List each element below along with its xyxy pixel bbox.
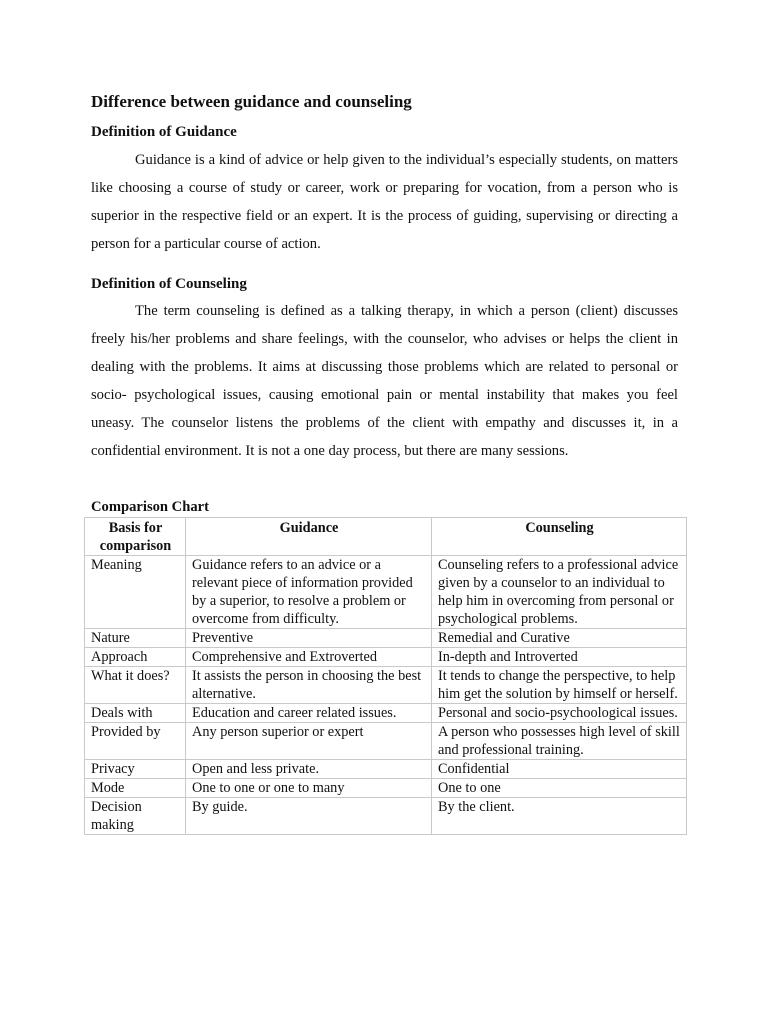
table-row <box>85 629 687 648</box>
table-cell-basis: Provided by <box>85 723 186 760</box>
comparison-chart-caption: Comparison Chart <box>91 499 209 515</box>
table-cell-counseling: Personal and socio-psychoological issues. <box>432 704 687 723</box>
table-row <box>85 798 687 835</box>
table-cell-counseling: Confidential <box>432 760 687 779</box>
guidance-heading: Definition of Guidance <box>91 124 237 140</box>
table-cell-counseling: In-depth and Introverted <box>432 648 687 667</box>
table-cell-guidance: Education and career related issues. <box>186 704 432 723</box>
table-cell-basis: Approach <box>85 648 186 667</box>
table-cell-guidance: Any person superior or expert <box>186 723 432 760</box>
table-row <box>85 704 687 723</box>
header-guidance: Guidance <box>186 518 432 556</box>
table-header-row <box>85 518 687 556</box>
table-cell-guidance: By guide. <box>186 798 432 835</box>
table-cell-guidance: One to one or one to many <box>186 779 432 798</box>
table-cell-basis: Meaning <box>85 556 186 629</box>
table-row <box>85 648 687 667</box>
table-row <box>85 760 687 779</box>
table-cell-basis: Deals with <box>85 704 186 723</box>
table-row <box>85 779 687 798</box>
table-cell-guidance: Comprehensive and Extroverted <box>186 648 432 667</box>
table-cell-counseling: A person who possesses high level of skill and professional training. <box>432 723 687 760</box>
counseling-heading: Definition of Counseling <box>91 276 247 292</box>
table-cell-guidance: Preventive <box>186 629 432 648</box>
table-cell-counseling: By the client. <box>432 798 687 835</box>
table-cell-basis: Privacy <box>85 760 186 779</box>
header-basis: Basis for comparison <box>85 518 186 556</box>
table-row <box>85 556 687 629</box>
table-row <box>85 667 687 704</box>
table-cell-basis: Mode <box>85 779 186 798</box>
table-cell-counseling: Remedial and Curative <box>432 629 687 648</box>
comparison-table <box>84 517 687 835</box>
table-cell-counseling: One to one <box>432 779 687 798</box>
table-cell-guidance: It assists the person in choosing the best alternative. <box>186 667 432 704</box>
counseling-paragraph: The term counseling is defined as a talking therapy, in which a person (client) discusses freely his/her problems and share feelings, with the counselor, who advises or helps the client in dealing with the problems. It aims at discussing those problems which are related to personal or socio- psychological issues, causing emotional pain or mental instability that makes you feel uneasy. The counselor listens the problems of the client with empathy and discusses it, in a confidential environment. It is not a one day process, but there are many sessions. <box>91 303 678 459</box>
header-counseling: Counseling <box>432 518 687 556</box>
table-cell-counseling: Counseling refers to a professional advice given by a counselor to an individual to help him in overcoming from personal or psychological problems. <box>432 556 687 629</box>
table-cell-guidance: Open and less private. <box>186 760 432 779</box>
document-title: Difference between guidance and counseling <box>91 92 412 111</box>
table-cell-basis: Nature <box>85 629 186 648</box>
table-row <box>85 723 687 760</box>
table-cell-basis: What it does? <box>85 667 186 704</box>
table-cell-guidance: Guidance refers to an advice or a relevant piece of information provided by a superior, to resolve a problem or overcome from difficulty. <box>186 556 432 629</box>
guidance-paragraph: Guidance is a kind of advice or help given to the individual’s especially students, on matters like choosing a course of study or career, work or preparing for vocation, from a person who is superior in the respective field or an expert. It is the process of guiding, supervising or directing a person for a particular course of action. <box>91 152 678 252</box>
table-cell-counseling: It tends to change the perspective, to help him get the solution by himself or herself. <box>432 667 687 704</box>
table-cell-basis: Decision making <box>85 798 186 835</box>
